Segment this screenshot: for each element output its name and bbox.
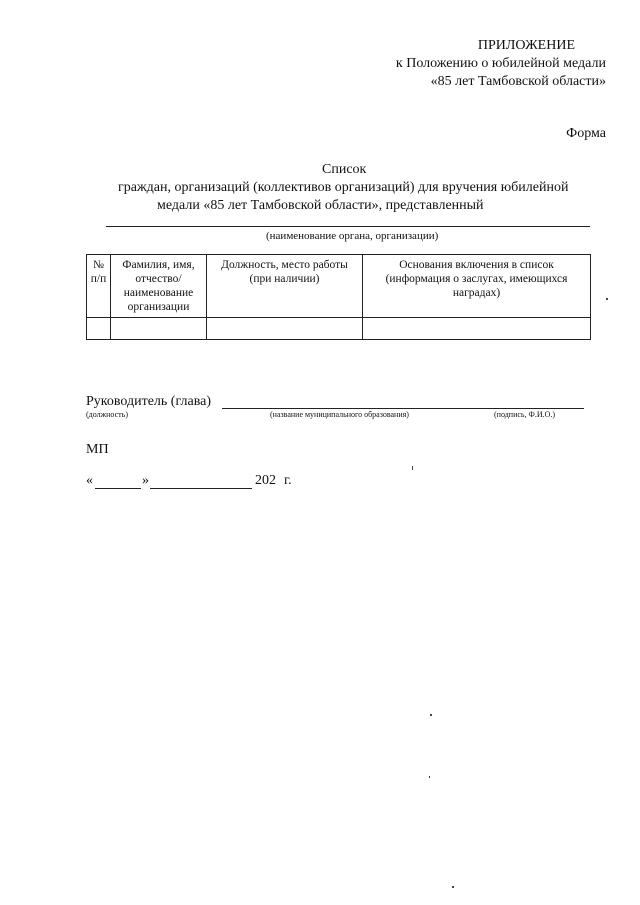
- col-name-header: [111, 255, 207, 318]
- col-number-header: [87, 255, 111, 318]
- form-label: Форма: [566, 126, 606, 141]
- scan-speck: [452, 886, 454, 888]
- caption-municipality: (название муниципального образования): [270, 410, 409, 419]
- col-position-header-line: (при наличии): [249, 273, 320, 285]
- date-open-quote: «: [86, 473, 93, 488]
- organization-name-caption: (наименование органа, организации): [266, 230, 439, 242]
- col-position-header: [207, 255, 363, 318]
- col-name-header-line: отчество/: [135, 273, 182, 285]
- table-cell[interactable]: [87, 318, 111, 340]
- table-cell[interactable]: [111, 318, 207, 340]
- scan-speck: [429, 776, 430, 778]
- scan-speck: [606, 298, 608, 300]
- table-header-row: [87, 255, 591, 318]
- appendix-title: ПРИЛОЖЕНИЕ: [477, 38, 575, 53]
- col-number-header-line: №: [93, 259, 104, 271]
- scan-speck: [430, 714, 432, 716]
- caption-sign: (подпись, Ф.И.О.): [494, 410, 556, 419]
- signature-line: [222, 408, 584, 409]
- col-name-header-line: организации: [127, 301, 190, 313]
- col-basis-header-line: наградах): [452, 287, 501, 299]
- col-basis-header-line: Основания включения в список: [399, 259, 554, 271]
- signature-label: Руководитель (глава): [86, 394, 212, 409]
- table-row: [87, 318, 591, 340]
- nominees-table: [86, 254, 591, 340]
- scan-speck: [412, 466, 413, 470]
- col-basis-header: [363, 255, 591, 318]
- table-cell[interactable]: [363, 318, 591, 340]
- table-cell[interactable]: [207, 318, 363, 340]
- col-position-header-line: Должность, место работы: [221, 259, 348, 271]
- col-basis-header-line: (информация о заслугах, имеющихся: [385, 273, 568, 285]
- col-name-header-line: Фамилия, имя,: [122, 259, 195, 271]
- date-year-suffix: г.: [284, 473, 292, 488]
- organization-name-line: [106, 226, 590, 227]
- list-subtitle-line-2: медали «85 лет Тамбовской области», представленный: [157, 198, 484, 213]
- appendix-line-2: «85 лет Тамбовской области»: [430, 74, 606, 89]
- date-close-quote: »: [142, 473, 149, 488]
- stamp-label: МП: [86, 442, 109, 457]
- list-subtitle-line-1: граждан, организаций (коллективов организаций) для вручения юбилейной: [118, 180, 569, 195]
- caption-position: (должность): [86, 410, 128, 419]
- col-number-header-line: п/п: [90, 273, 107, 285]
- date-year: 202: [255, 473, 276, 488]
- date-day-line[interactable]: [95, 488, 141, 489]
- appendix-line-1: к Положению о юбилейной медали: [395, 56, 606, 71]
- list-title: Список: [322, 162, 367, 177]
- date-month-line[interactable]: [150, 488, 252, 489]
- col-name-header-line: наименование: [123, 287, 194, 299]
